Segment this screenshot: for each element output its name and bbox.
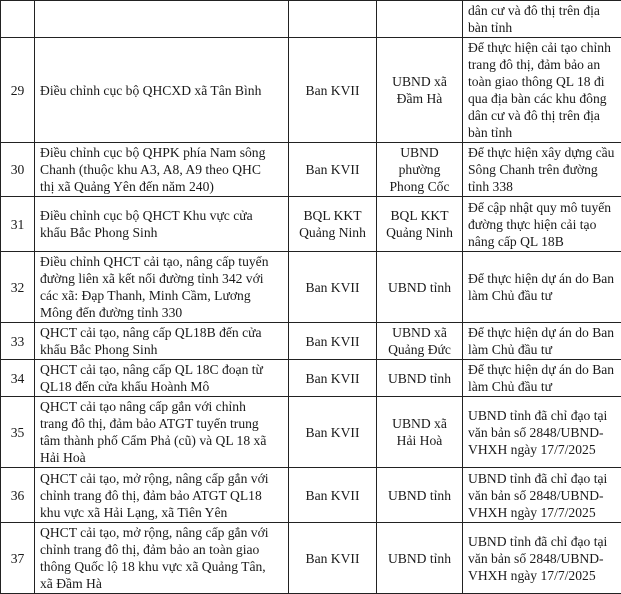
row-content: QHCT cải tạo, nâng cấp QL18B đến cửa khẩu Bắc Phong Sinh xyxy=(35,323,289,360)
row-host-unit: Ban KVII xyxy=(289,523,377,594)
row-number: 37 xyxy=(1,523,35,594)
row-host-unit: Ban KVII xyxy=(289,143,377,197)
row-number: 33 xyxy=(1,323,35,360)
row-host-unit: Ban KVII xyxy=(289,323,377,360)
table-row xyxy=(1,1,621,38)
row-host-unit: BQL KKT Quảng Ninh xyxy=(289,197,377,252)
row-content: Điều chỉnh cục bộ QHCT Khu vực cửa khẩu Bắc Phong Sinh xyxy=(35,197,289,252)
row-host-unit xyxy=(289,1,377,38)
row-note: Để cập nhật quy mô tuyến đường thực hiện cải tạo nâng cấp QL 18B xyxy=(463,197,621,252)
row-content: QHCT cải tạo nâng cấp gắn với chỉnh trang đô thị, đảm bảo ATGT tuyến trung tâm thành phố Cẩm Phả (cũ) và QL 18 xã Hải Hoà xyxy=(35,397,289,468)
row-organizing-unit: UBND xã Đầm Hà xyxy=(377,38,463,143)
row-note: Để thực hiện dự án do Ban làm Chủ đầu tư xyxy=(463,323,621,360)
row-content: Điều chỉnh cục bộ QHPK phía Nam sông Chanh (thuộc khu A3, A8, A9 theo QHC thị xã Quảng Yên đến năm 240) xyxy=(35,143,289,197)
table-row xyxy=(1,197,621,252)
row-content: QHCT cải tạo, nâng cấp QL 18C đoạn từ QL18 đến cửa khẩu Hoành Mô xyxy=(35,360,289,397)
table-row xyxy=(1,323,621,360)
row-organizing-unit xyxy=(377,1,463,38)
row-note: Để thực hiện dự án do Ban làm Chủ đầu tư xyxy=(463,252,621,323)
table-row xyxy=(1,523,621,594)
table-row xyxy=(1,252,621,323)
row-content xyxy=(35,1,289,38)
row-host-unit: Ban KVII xyxy=(289,360,377,397)
row-host-unit: Ban KVII xyxy=(289,468,377,523)
row-host-unit: Ban KVII xyxy=(289,252,377,323)
row-note: UBND tỉnh đã chỉ đạo tại văn bản số 2848/UBND- VHXH ngày 17/7/2025 xyxy=(463,523,621,594)
row-number: 31 xyxy=(1,197,35,252)
table-row xyxy=(1,468,621,523)
row-number: 30 xyxy=(1,143,35,197)
table-row xyxy=(1,397,621,468)
row-organizing-unit: UBND tỉnh xyxy=(377,468,463,523)
row-note: UBND tỉnh đã chỉ đạo tại văn bản số 2848/UBND- VHXH ngày 17/7/2025 xyxy=(463,468,621,523)
row-number xyxy=(1,1,35,38)
row-organizing-unit: UBND xã Quảng Đức xyxy=(377,323,463,360)
table-row xyxy=(1,143,621,197)
row-number: 34 xyxy=(1,360,35,397)
row-host-unit: Ban KVII xyxy=(289,397,377,468)
row-note: Để thực hiện xây dựng cầu Sông Chanh trên đường tỉnh 338 xyxy=(463,143,621,197)
row-number: 36 xyxy=(1,468,35,523)
row-content: Điều chỉnh cục bộ QHCXD xã Tân Bình xyxy=(35,38,289,143)
row-organizing-unit: BQL KKT Quảng Ninh xyxy=(377,197,463,252)
row-number: 29 xyxy=(1,38,35,143)
row-organizing-unit: UBND tỉnh xyxy=(377,252,463,323)
row-note: dân cư và đô thị trên địa bàn tỉnh xyxy=(463,1,621,38)
row-content: QHCT cải tạo, mở rộng, nâng cấp gắn với chỉnh trang đô thị, đảm bảo ATGT QL18 khu vực xã Hải Lạng, xã Tiên Yên xyxy=(35,468,289,523)
row-number: 32 xyxy=(1,252,35,323)
table-row xyxy=(1,38,621,143)
row-organizing-unit: UBND xã Hải Hoà xyxy=(377,397,463,468)
row-organizing-unit: UBND phường Phong Cốc xyxy=(377,143,463,197)
table-row xyxy=(1,360,621,397)
row-content: Điều chỉnh QHCT cải tạo, nâng cấp tuyến đường liên xã kết nối đường tỉnh 342 với các xã: Đạp Thanh, Minh Cầm, Lương Mông đến đường tỉnh 330 xyxy=(35,252,289,323)
row-note: Để thực hiện dự án do Ban làm Chủ đầu tư xyxy=(463,360,621,397)
row-note: UBND tỉnh đã chỉ đạo tại văn bản số 2848/UBND- VHXH ngày 17/7/2025 xyxy=(463,397,621,468)
row-content: QHCT cải tạo, mở rộng, nâng cấp gắn với chỉnh trang đô thị, đảm bảo an toàn giao thông Quốc lộ 18 khu vực xã Quảng Tân, xã Đầm Hà xyxy=(35,523,289,594)
row-number: 35 xyxy=(1,397,35,468)
row-host-unit: Ban KVII xyxy=(289,38,377,143)
row-organizing-unit: UBND tỉnh xyxy=(377,360,463,397)
row-note: Để thực hiện cải tạo chỉnh trang đô thị, đảm bảo an toàn giao thông QL 18 đi qua địa bàn các khu đông dân cư và đô thị trên địa bàn tỉnh xyxy=(463,38,621,143)
row-organizing-unit: UBND tỉnh xyxy=(377,523,463,594)
